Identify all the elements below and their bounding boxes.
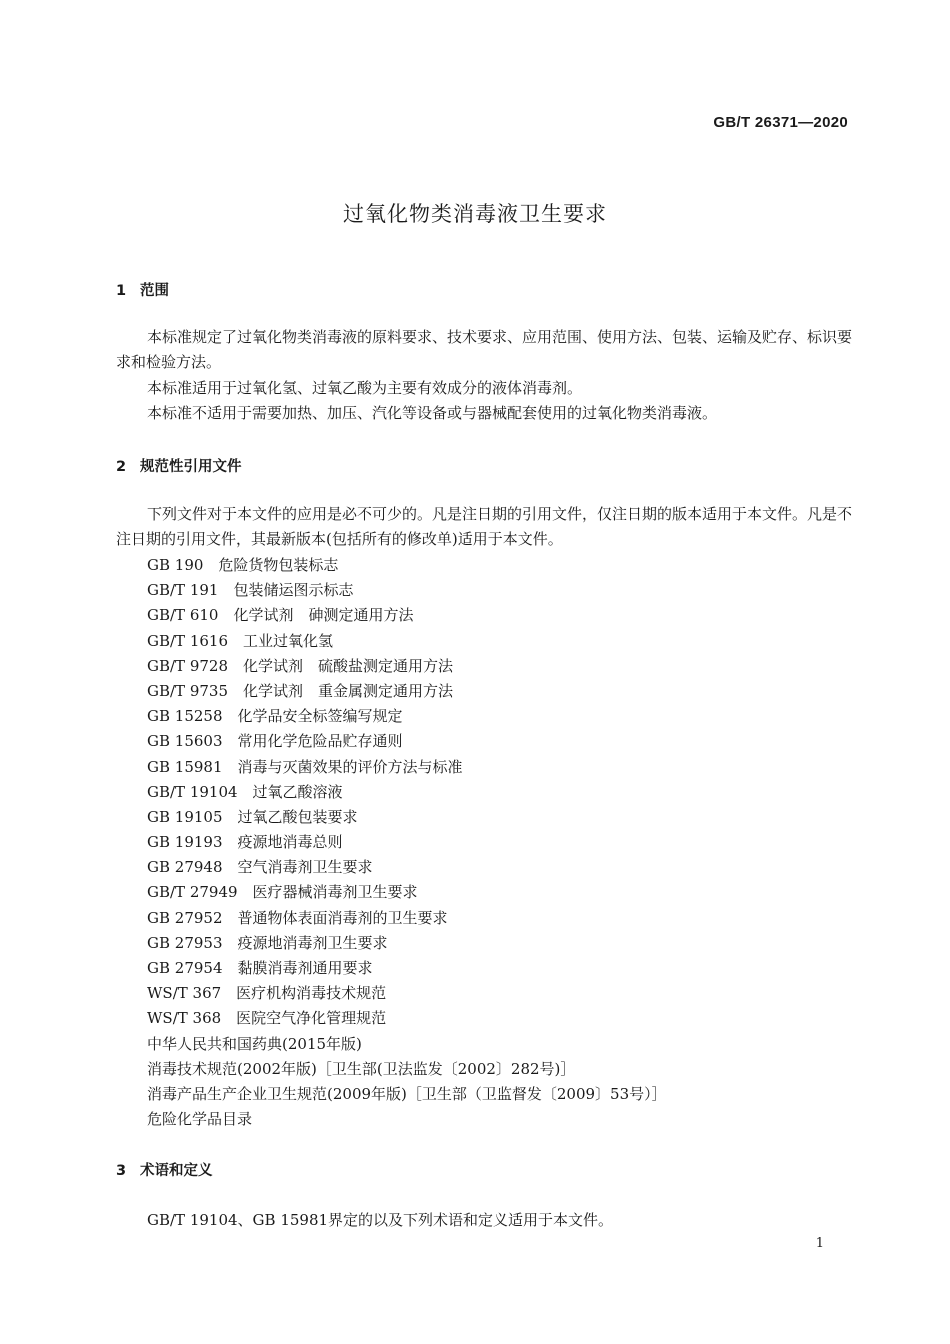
reference-item: GB 15981 消毒与灭菌效果的评价方法与标准: [147, 757, 463, 776]
reference-item: WS/T 367 医疗机构消毒技术规范: [147, 984, 387, 1003]
section-title: 术语和定义: [140, 1163, 213, 1179]
section-number: 1: [116, 283, 127, 299]
reference-item: GB 15258 化学品安全标签编写规定: [147, 707, 403, 726]
reference-item: GB/T 1616 工业过氧化氢: [147, 631, 334, 650]
scope-paragraph: 本标准规定了过氧化物类消毒液的原料要求、技术要求、应用范围、使用方法、包装、运输及贮存、标识要求和检验方法。: [116, 328, 853, 371]
reference-item: GB 27954 黏膜消毒剂通用要求: [147, 959, 373, 977]
section-heading-normative-references: [116, 455, 242, 476]
reference-item: WS/T 368 医院空气净化管理规范: [147, 1009, 387, 1028]
scope-paragraph: 本标准不适用于需要加热、加压、汽化等设备或与器械配套使用的过氧化物类消毒液。: [147, 404, 718, 422]
reference-item: GB 27948 空气消毒剂卫生要求: [147, 858, 373, 877]
section-number: 3: [116, 1163, 127, 1179]
section-number: 2: [116, 459, 127, 475]
reference-item: 危险化学品目录: [147, 1110, 253, 1129]
reference-item: GB 27953 疫源地消毒剂卫生要求: [147, 933, 388, 952]
section-heading-scope: [116, 279, 169, 300]
reference-item: GB/T 9728 化学试剂 硫酸盐测定通用方法: [147, 656, 454, 675]
reference-item: GB 190 危险货物包装标志: [147, 556, 339, 574]
reference-item: 消毒技术规范(2002年版)［卫生部(卫法监发〔2002〕282号)］: [147, 1059, 576, 1078]
references-intro: 下列文件对于本文件的应用是必不可少的。凡是注日期的引用文件，仅注日期的版本适用于本文件。凡是不注日期的引用文件，其最新版本(包括所有的修改单)适用于本文件。: [116, 505, 853, 548]
reference-item: GB 27952 普通物体表面消毒剂的卫生要求: [147, 908, 448, 927]
page-number: 1: [815, 1236, 824, 1251]
reference-item: GB/T 27949 医疗器械消毒剂卫生要求: [147, 883, 418, 902]
reference-item: 消毒产品生产企业卫生规范(2009年版)［卫生部（卫监督发〔2009〕53号）］: [147, 1084, 667, 1103]
reference-item: 中华人民共和国药典(2015年版): [147, 1034, 362, 1053]
reference-item: GB 19193 疫源地消毒总则: [147, 833, 343, 852]
document-title: 过氧化物类消毒液卫生要求: [343, 202, 607, 226]
section-title: 规范性引用文件: [140, 459, 242, 475]
reference-list: [147, 553, 667, 1132]
reference-item: GB/T 9735 化学试剂 重金属测定通用方法: [147, 681, 454, 700]
reference-item: GB/T 19104 过氧乙酸溶液: [147, 782, 343, 801]
reference-item: GB/T 191 包装储运图示标志: [147, 581, 354, 600]
terms-intro: GB/T 19104、GB 15981界定的以及下列术语和定义适用于本文件。: [147, 1211, 614, 1229]
scope-paragraph: 本标准适用于过氧化氢、过氧乙酸为主要有效成分的液体消毒剂。: [147, 379, 583, 397]
section-title: 范围: [140, 283, 169, 299]
section-heading-terms: [116, 1159, 213, 1180]
reference-item: GB/T 610 化学试剂 砷测定通用方法: [147, 606, 414, 625]
reference-item: GB 15603 常用化学危险品贮存通则: [147, 732, 403, 751]
standard-code: GB/T 26371—2020: [713, 114, 848, 131]
reference-item: GB 19105 过氧乙酸包装要求: [147, 807, 358, 826]
